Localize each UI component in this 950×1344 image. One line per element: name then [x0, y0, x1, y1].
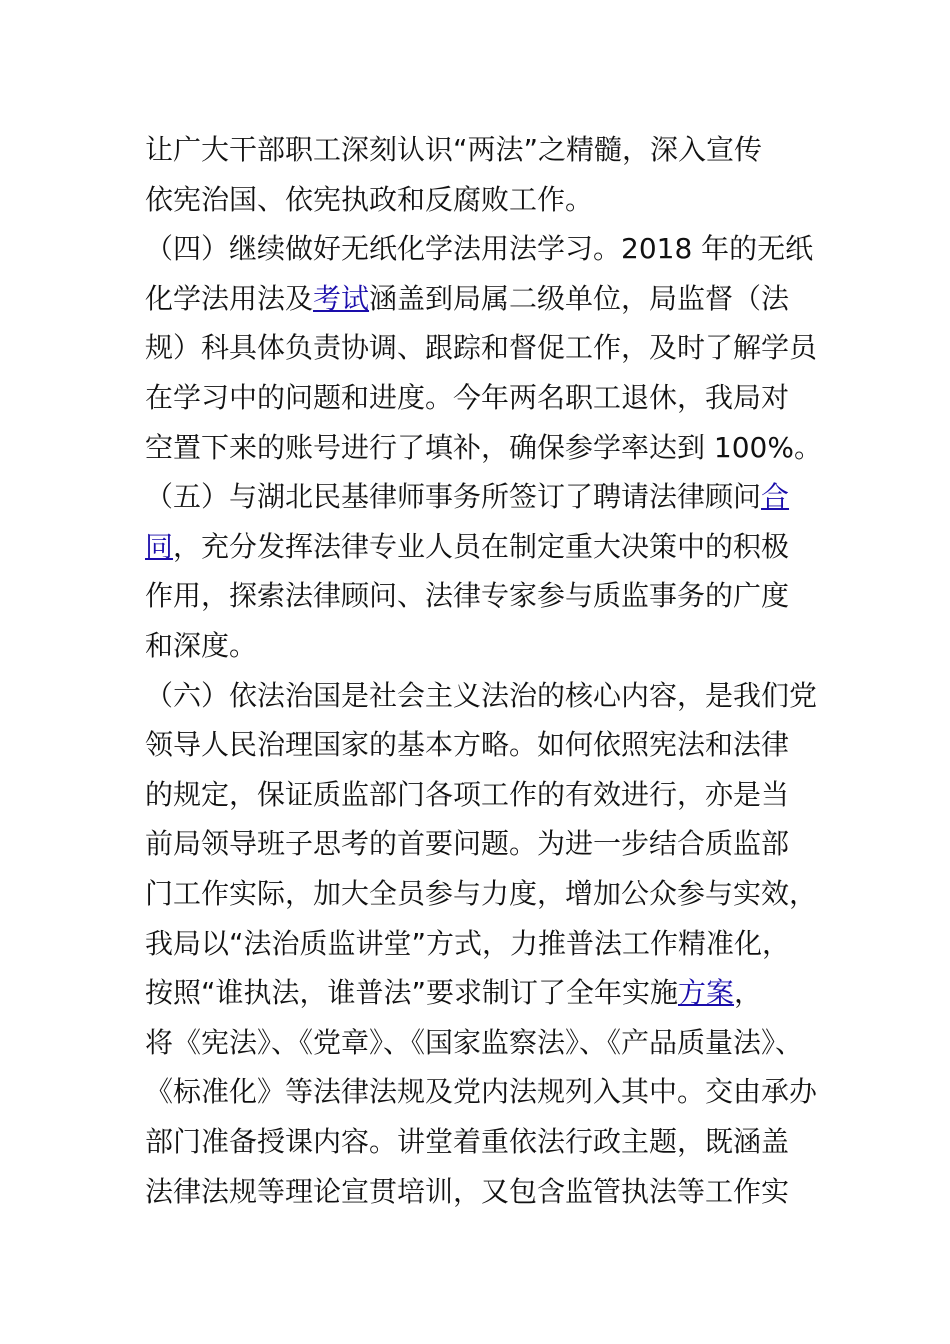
text-line: [145, 671, 825, 721]
text-run: 的规定，保证质监部门各项工作的有效进行，亦是当: [145, 777, 790, 811]
text-line: [145, 869, 825, 919]
text-run: ，充分发挥法律专业人员在制定重大决策中的积极: [173, 529, 790, 563]
text-run: 部门准备授课内容。讲堂着重依法行政主题，既涵盖: [145, 1125, 790, 1158]
text-run: 空置下来的账号进行了填补，确保参学率达到 100%。: [145, 430, 822, 464]
text-run: 规）科具体负责协调、跟踪和督促工作，及时了解学员: [145, 331, 818, 365]
text-run: 作用，探索法律顾问、法律专家参与质监事务的广度: [145, 579, 790, 613]
text-line: [145, 919, 825, 969]
text-line: [145, 819, 825, 869]
text-run: 《标准化》等法律法规及党内法规列入其中。交由承办: [145, 1075, 818, 1109]
text-line: [145, 968, 825, 1018]
text-run: （五）与湖北民基律师事务所签订了聘请法律顾问: [145, 480, 762, 514]
text-line: [145, 1117, 825, 1167]
text-line: [145, 373, 825, 423]
text-run: 将《宪法》、《党章》、《国家监察法》、《产品质量法》、: [145, 1025, 804, 1059]
text-line: [145, 1067, 825, 1117]
inline-link[interactable]: 同: [145, 529, 174, 563]
text-run: 让广大干部职工深刻认识“两法”之精髓，深入宣传: [145, 133, 763, 166]
text-line: [145, 770, 825, 820]
text-run: 门工作实际，加大全员参与力度，增加公众参与实效，: [145, 877, 818, 910]
text-line: [145, 274, 825, 324]
text-run: 按照“谁执法，谁普法”要求制订了全年实施: [145, 976, 679, 1010]
text-line: [145, 175, 825, 225]
text-line: [145, 323, 825, 373]
inline-link[interactable]: 考试: [313, 281, 370, 315]
text-line: [145, 224, 825, 274]
text-run: 前局领导班子思考的首要问题。为进一步结合质监部: [145, 827, 790, 861]
text-line: [145, 472, 825, 522]
text-run: 在学习中的问题和进度。今年两名职工退休，我局对: [145, 381, 790, 414]
text-line: [145, 1018, 825, 1068]
inline-link[interactable]: 合: [761, 480, 790, 514]
text-line: [145, 423, 825, 473]
text-run: 涵盖到局属二级单位，局监督（法: [369, 281, 790, 315]
text-run: 和深度。: [145, 629, 258, 662]
text-line: [145, 571, 825, 621]
text-run: （四）继续做好无纸化学法用法学习。2018 年的无纸: [145, 232, 814, 266]
text-line: [145, 1167, 825, 1217]
text-run: ，: [734, 976, 763, 1010]
text-line: [145, 125, 825, 175]
text-line: [145, 522, 825, 572]
text-run: 依宪治国、依宪执政和反腐败工作。: [145, 182, 594, 216]
text-run: 领导人民治理国家的基本方略。如何依照宪法和法律: [145, 728, 790, 762]
text-run: 化学法用法及: [145, 281, 314, 315]
text-run: 法律法规等理论宣贯培训，又包含监管执法等工作实: [145, 1174, 790, 1208]
text-line: [145, 720, 825, 770]
text-run: 我局以“法治质监讲堂”方式，力推普法工作精准化，: [145, 926, 791, 960]
text-line: [145, 621, 825, 671]
text-run: （六）依法治国是社会主义法治的核心内容，是我们党: [145, 678, 818, 712]
inline-link[interactable]: 方案: [678, 976, 735, 1010]
